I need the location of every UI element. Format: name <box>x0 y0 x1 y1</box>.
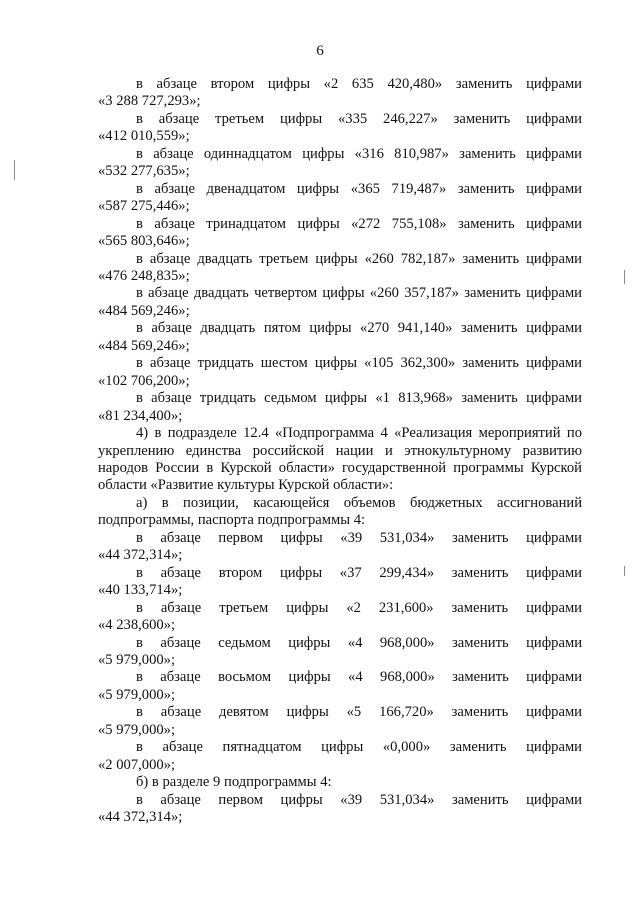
amendment-value: «44 372,314»; <box>98 547 183 564</box>
amendment-paragraph <box>98 146 582 181</box>
amendment-value: «3 288 727,293»; <box>98 93 201 110</box>
amendment-value: «5 979,000»; <box>98 721 176 738</box>
amendment-value: «587 275,446»; <box>98 198 190 215</box>
amendment-line: в абзаце третьем цифры «335 246,227» заменить цифрами <box>136 110 582 127</box>
amendment-value: «102 706,200»; <box>98 372 190 389</box>
amendment-paragraph <box>98 704 582 739</box>
scan-margin-mark-right-top <box>624 270 625 284</box>
amendment-paragraph <box>98 600 582 635</box>
amendment-paragraph <box>98 251 582 286</box>
amendment-line: в абзаце восьмом цифры «4 968,000» заменить цифрами <box>136 669 582 686</box>
amendment-value: «2 007,000»; <box>98 756 176 773</box>
amendment-paragraph <box>98 76 582 111</box>
amendment-paragraph <box>98 792 582 827</box>
subsection-heading-paragraph: 4) в подразделе 12.4 «Подпрограмма 4 «Реализация мероприятий по укреплению единства российской нации и этнокультурному развитию народов России в Курской области» государственной программы Курской области «Развитие культуры Курской области»: <box>98 425 582 494</box>
amendment-value: «40 133,714»; <box>98 582 183 599</box>
amendment-paragraph <box>98 216 582 251</box>
amendment-value: «565 803,646»; <box>98 233 190 250</box>
page-number: 6 <box>316 43 324 59</box>
amendment-line: в абзаце первом цифры «39 531,034» заменить цифрами <box>136 791 582 808</box>
amendment-line: в абзаце пятнадцатом цифры «0,000» заменить цифрами <box>136 739 582 756</box>
amendment-paragraph <box>98 355 582 390</box>
amendment-value: «4 238,600»; <box>98 617 176 634</box>
amendment-line: в абзаце третьем цифры «2 231,600» заменить цифрами <box>136 599 582 616</box>
amendment-value: «412 010,559»; <box>98 128 190 145</box>
amendment-value: «5 979,000»; <box>98 686 176 703</box>
amendment-paragraph <box>98 111 582 146</box>
document-body <box>98 76 582 826</box>
amendment-value: «44 372,314»; <box>98 809 183 826</box>
amendment-line: в абзаце втором цифры «37 299,434» заменить цифрами <box>136 564 582 581</box>
amendment-paragraph <box>98 739 582 774</box>
amendment-paragraph <box>98 320 582 355</box>
amendment-line: в абзаце двадцать четвертом цифры «260 357,187» заменить цифрами <box>136 285 582 302</box>
amendment-paragraph <box>98 635 582 670</box>
amendment-paragraph <box>98 530 582 565</box>
scan-margin-mark-left <box>14 160 15 180</box>
amendment-line: в абзаце двадцать третьем цифры «260 782,187» заменить цифрами <box>136 250 582 267</box>
item-b-paragraph: б) в разделе 9 подпрограммы 4: <box>136 774 332 791</box>
amendment-line: в абзаце одиннадцатом цифры «316 810,987» заменить цифрами <box>136 145 582 162</box>
amendment-value: «5 979,000»; <box>98 651 176 668</box>
amendment-paragraph <box>98 285 582 320</box>
amendment-line: в абзаце двенадцатом цифры «365 719,487» заменить цифрами <box>136 180 582 197</box>
amendment-line: в абзаце двадцать пятом цифры «270 941,140» заменить цифрами <box>136 320 582 337</box>
amendment-line: в абзаце тринадцатом цифры «272 755,108» заменить цифрами <box>136 215 582 232</box>
amendment-line: в абзаце втором цифры «2 635 420,480» заменить цифрами <box>136 76 582 92</box>
amendment-paragraph <box>98 390 582 425</box>
amendment-line: в абзаце тридцать шестом цифры «105 362,300» заменить цифрами <box>136 355 582 372</box>
amendment-paragraph <box>98 565 582 600</box>
amendment-value: «81 234,400»; <box>98 407 183 424</box>
amendment-line: в абзаце первом цифры «39 531,034» заменить цифрами <box>136 529 582 546</box>
amendment-value: «476 248,835»; <box>98 267 190 284</box>
item-a-paragraph: а) в позиции, касающейся объемов бюджетных ассигнований подпрограммы, паспорта подпрограммы 4: <box>98 494 582 529</box>
amendment-paragraph <box>98 181 582 216</box>
amendment-paragraph <box>98 669 582 704</box>
amendment-value: «532 277,635»; <box>98 163 190 180</box>
amendment-line: в абзаце девятом цифры «5 166,720» заменить цифрами <box>136 704 582 721</box>
amendment-value: «484 569,246»; <box>98 302 190 319</box>
amendment-line: в абзаце седьмом цифры «4 968,000» заменить цифрами <box>136 634 582 651</box>
amendment-value: «484 569,246»; <box>98 337 190 354</box>
scan-margin-mark-right-bottom <box>624 566 625 576</box>
amendment-line: в абзаце тридцать седьмом цифры «1 813,968» заменить цифрами <box>136 390 582 407</box>
